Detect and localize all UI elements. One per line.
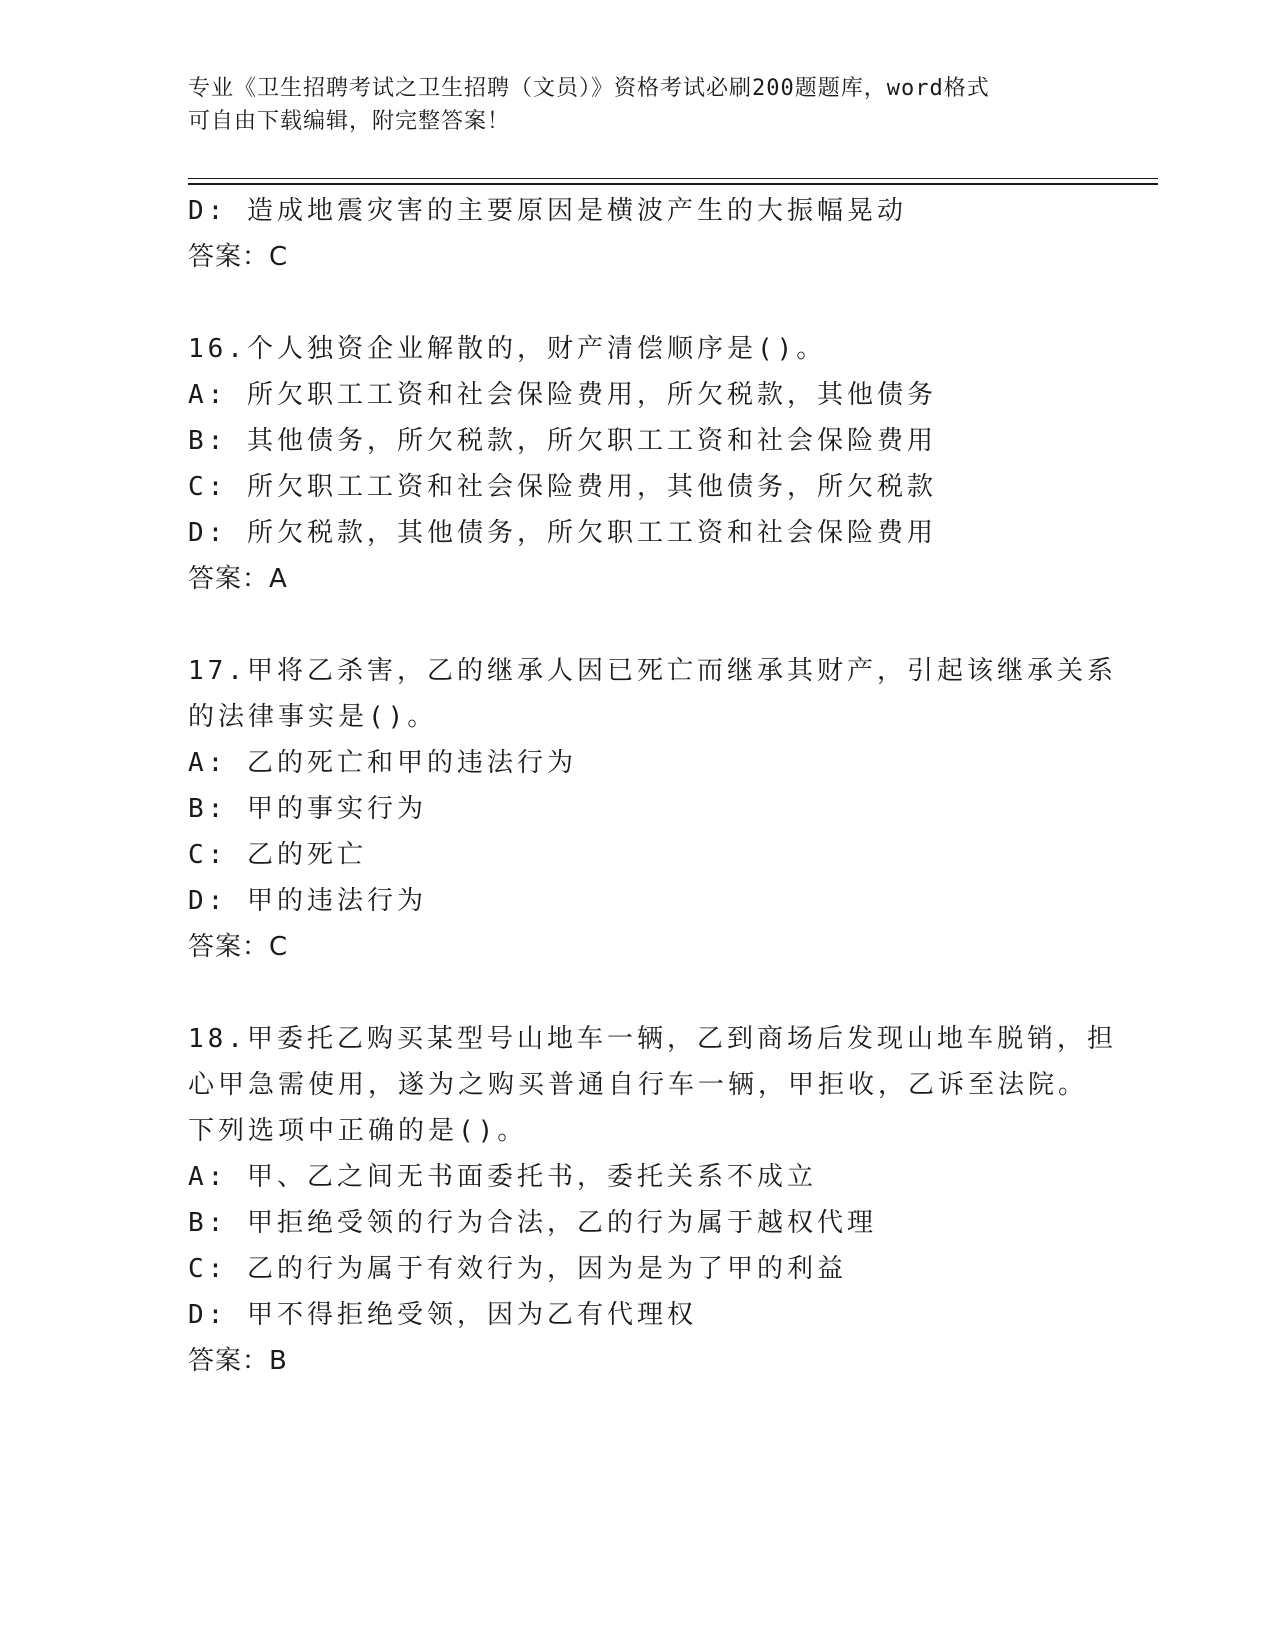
option-a: A: 乙的死亡和甲的违法行为 xyxy=(188,748,577,778)
question-stem: 18.甲委托乙购买某型号山地车一辆，乙到商场后发现山地车脱销，担 xyxy=(188,1024,1117,1054)
answer-line: 答案：C xyxy=(188,932,289,962)
spacer xyxy=(188,280,1088,326)
option-c: C: 乙的死亡 xyxy=(188,840,367,870)
option-c: C: 所欠职工工资和社会保险费用，其他债务，所欠税款 xyxy=(188,472,937,502)
spacer xyxy=(188,602,1088,648)
question-18 xyxy=(188,1016,1117,1384)
option-c: C: 乙的行为属于有效行为，因为是为了甲的利益 xyxy=(188,1254,847,1284)
question-stem-cont: 的法律事实是()。 xyxy=(188,702,438,732)
spacer xyxy=(188,970,1088,1016)
answer-line: 答案：C xyxy=(188,242,289,272)
option-a: A: 所欠职工工资和社会保险费用，所欠税款，其他债务 xyxy=(188,380,937,410)
option-a: A: 甲、乙之间无书面委托书，委托关系不成立 xyxy=(188,1162,817,1192)
question-17 xyxy=(188,648,1117,970)
question-16 xyxy=(188,326,1088,602)
option-b: B: 甲的事实行为 xyxy=(188,794,427,824)
option-d: D: 甲不得拒绝受领，因为乙有代理权 xyxy=(188,1300,697,1330)
question-stem: 16.个人独资企业解散的，财产清偿顺序是()。 xyxy=(188,334,827,364)
previous-question-tail xyxy=(188,188,1088,280)
header-line-1: 专业《卫生招聘考试之卫生招聘（文员）》资格考试必刷200题题库，word格式 xyxy=(188,76,990,101)
question-list xyxy=(188,188,1117,1384)
answer-line: 答案：A xyxy=(188,564,288,594)
question-stem: 17.甲将乙杀害，乙的继承人因已死亡而继承其财产，引起该继承关系 xyxy=(188,656,1117,686)
question-stem-cont: 下列选项中正确的是()。 xyxy=(188,1116,528,1146)
document-header xyxy=(188,72,1088,138)
header-divider xyxy=(188,178,1158,185)
header-line-2: 可自由下载编辑，附完整答案！ xyxy=(188,109,511,134)
option-d: D: 甲的违法行为 xyxy=(188,886,427,916)
answer-line: 答案：B xyxy=(188,1346,288,1376)
option-b: B: 其他债务，所欠税款，所欠职工工资和社会保险费用 xyxy=(188,426,937,456)
option-b: B: 甲拒绝受领的行为合法，乙的行为属于越权代理 xyxy=(188,1208,877,1238)
question-stem-cont: 心甲急需使用，遂为之购买普通自行车一辆，甲拒收，乙诉至法院。 xyxy=(188,1070,1089,1100)
option-d: D: 所欠税款，其他债务，所欠职工工资和社会保险费用 xyxy=(188,518,937,548)
option-d: D: 造成地震灾害的主要原因是横波产生的大振幅晃动 xyxy=(188,196,907,226)
